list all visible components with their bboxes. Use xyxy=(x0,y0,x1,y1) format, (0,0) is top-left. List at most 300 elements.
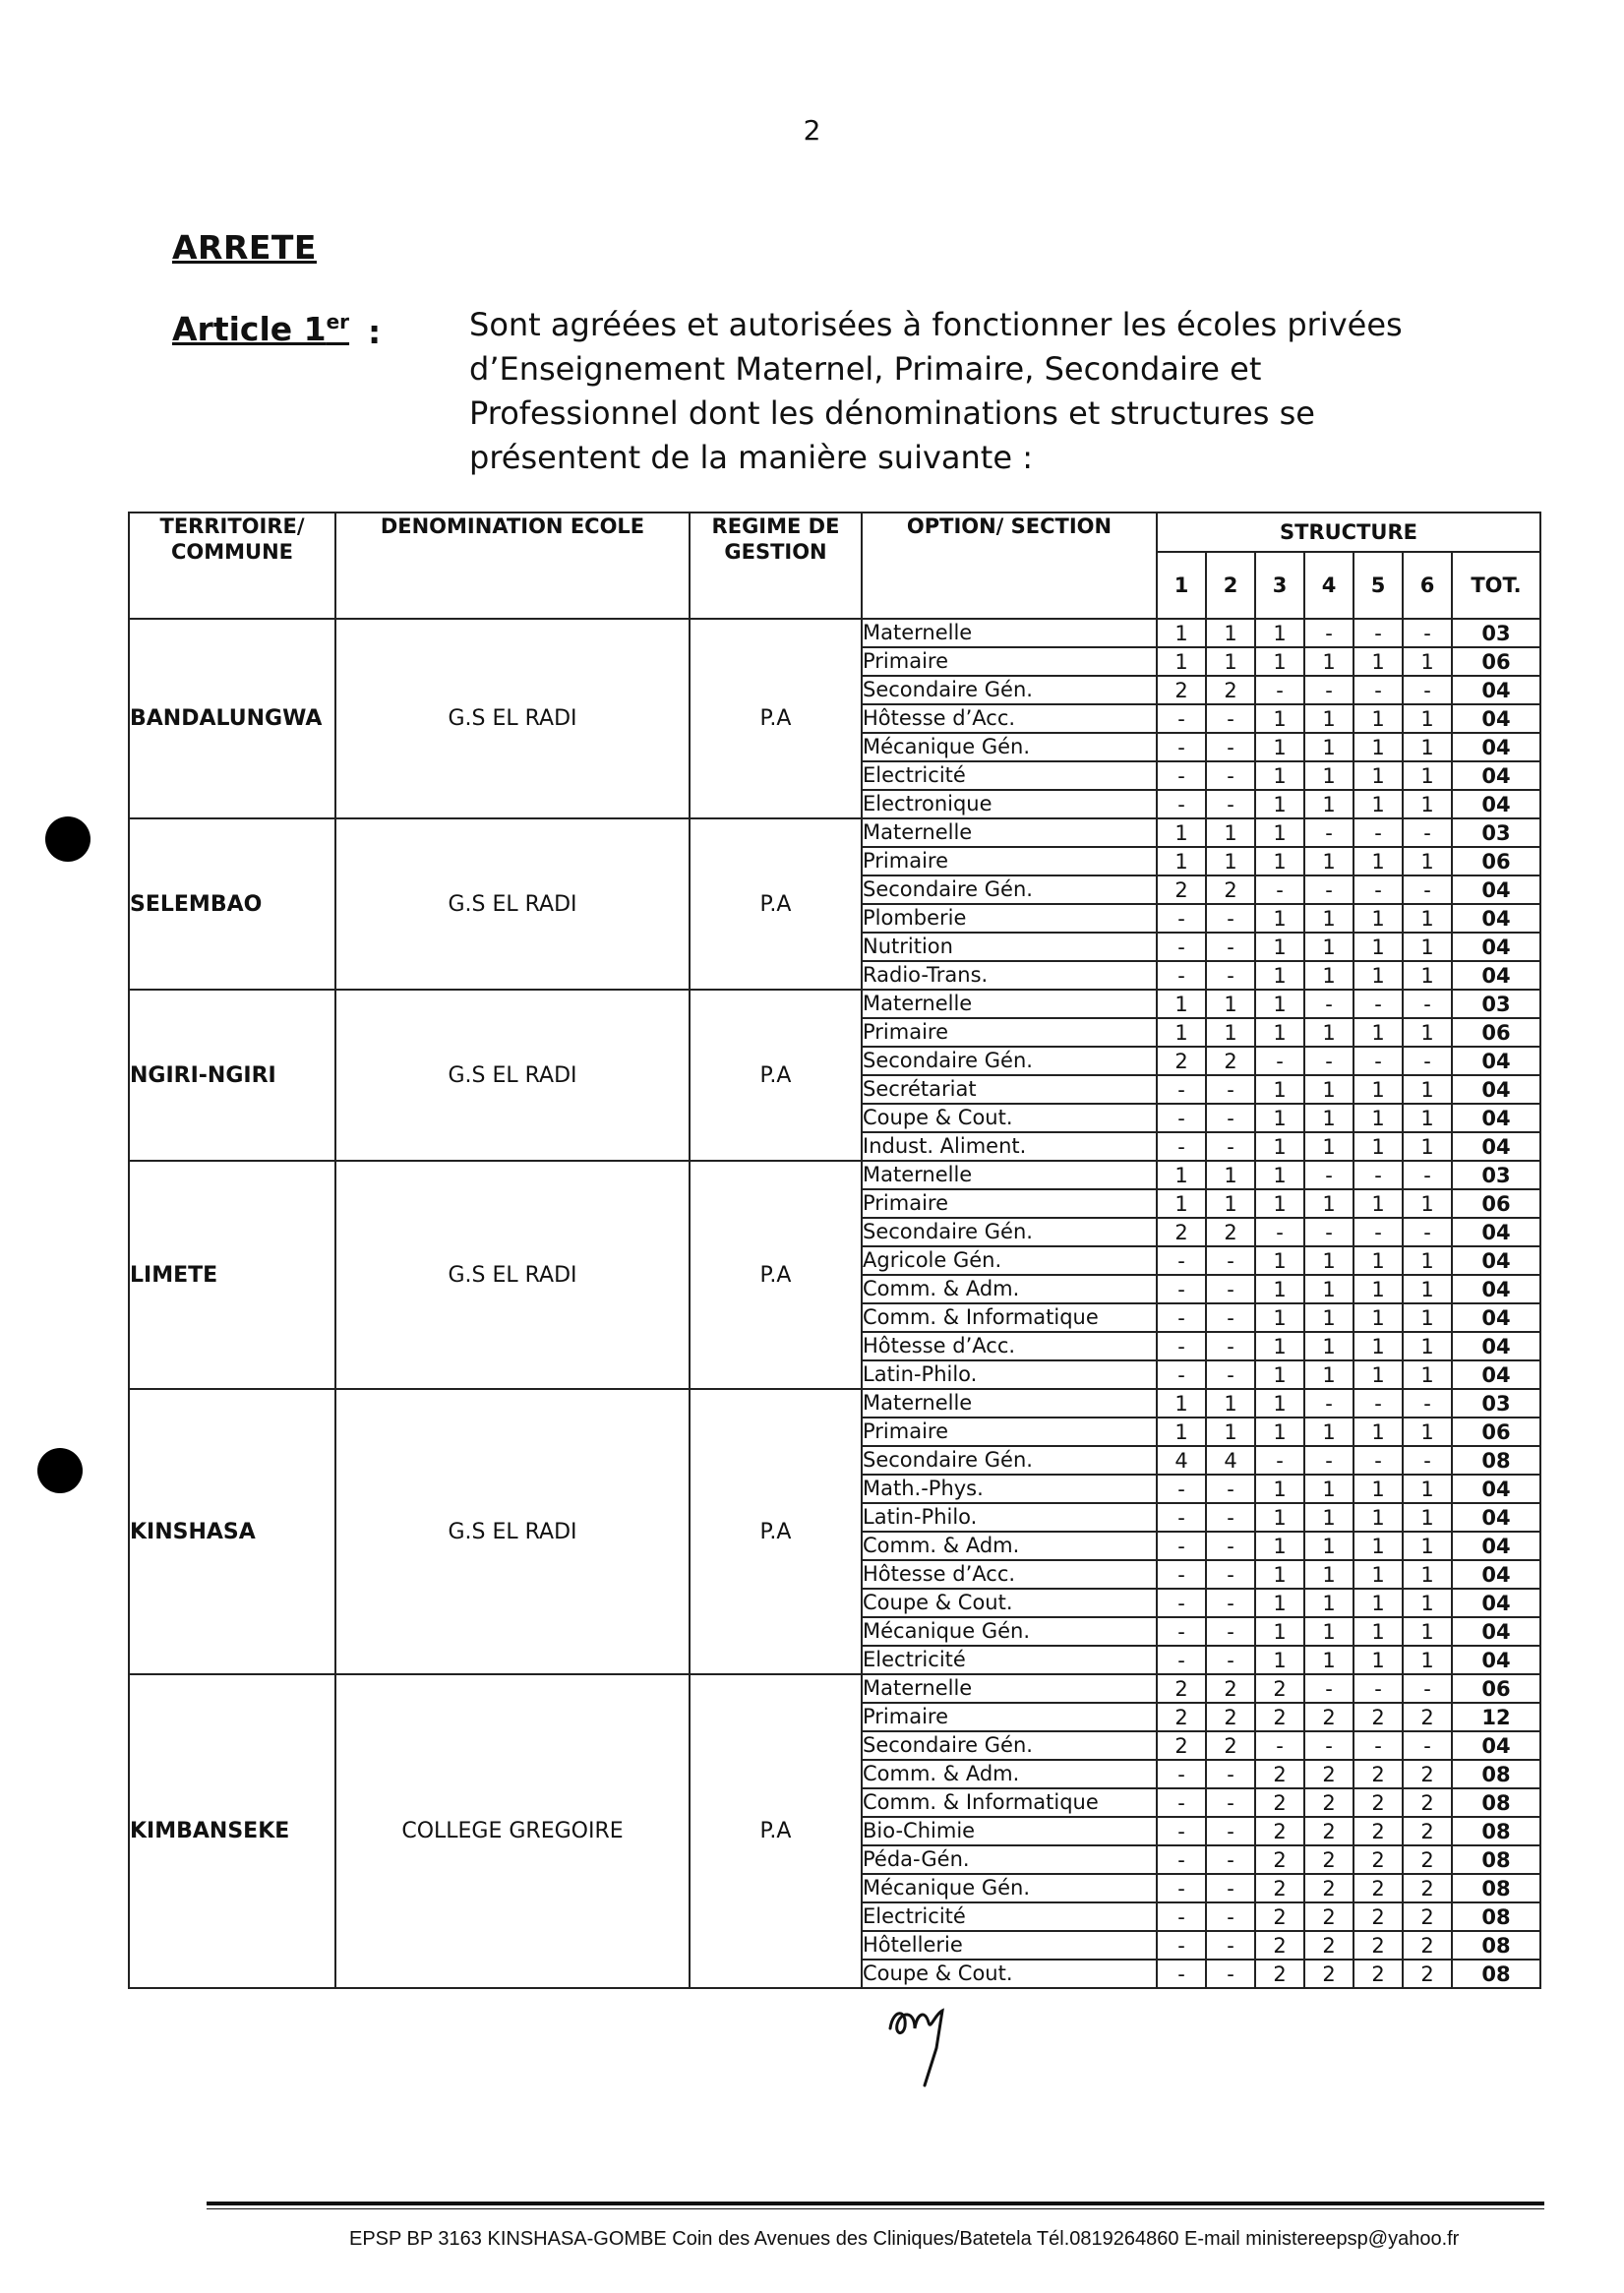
level-1-cell: - xyxy=(1157,1104,1206,1132)
level-3-cell: 2 xyxy=(1255,1931,1304,1960)
level-1-cell: - xyxy=(1157,1075,1206,1104)
level-5-cell: 2 xyxy=(1353,1760,1403,1788)
level-4-cell: 2 xyxy=(1304,1703,1353,1731)
level-5-cell: - xyxy=(1353,676,1403,704)
header-denomination: DENOMINATION ECOLE xyxy=(335,513,690,619)
header-level-3: 3 xyxy=(1255,552,1304,619)
regime-cell: P.A xyxy=(690,990,862,1161)
territoire-cell: LIMETE xyxy=(129,1161,335,1389)
level-3-cell: 1 xyxy=(1255,1589,1304,1617)
option-cell: Secondaire Gén. xyxy=(862,1731,1157,1760)
option-cell: Hôtesse d’Acc. xyxy=(862,704,1157,733)
level-3-cell: 2 xyxy=(1255,1703,1304,1731)
level-4-cell: 1 xyxy=(1304,1275,1353,1303)
level-3-cell: 2 xyxy=(1255,1960,1304,1988)
level-3-cell: 1 xyxy=(1255,619,1304,647)
level-2-cell: 2 xyxy=(1206,1674,1255,1703)
table-row xyxy=(129,619,1540,647)
total-cell: 04 xyxy=(1452,1475,1540,1503)
level-2-cell: 1 xyxy=(1206,990,1255,1018)
level-5-cell: 1 xyxy=(1353,1418,1403,1446)
footer-address: EPSP BP 3163 KINSHASA-GOMBE Coin des Avenues des Cliniques/Batetela Tél.0819264860 E-mail ministereepsp@yahoo.fr xyxy=(349,2228,1460,2250)
total-cell: 12 xyxy=(1452,1703,1540,1731)
option-cell: Bio-Chimie xyxy=(862,1817,1157,1845)
level-2-cell: 1 xyxy=(1206,1189,1255,1218)
option-cell: Mécanique Gén. xyxy=(862,1617,1157,1646)
level-5-cell: 1 xyxy=(1353,1503,1403,1532)
total-cell: 06 xyxy=(1452,847,1540,875)
level-6-cell: - xyxy=(1403,1047,1452,1075)
total-cell: 06 xyxy=(1452,1189,1540,1218)
level-4-cell: 1 xyxy=(1304,1418,1353,1446)
total-cell: 04 xyxy=(1452,1075,1540,1104)
level-6-cell: - xyxy=(1403,818,1452,847)
level-4-cell: 1 xyxy=(1304,1018,1353,1047)
total-cell: 04 xyxy=(1452,1503,1540,1532)
option-cell: Secondaire Gén. xyxy=(862,1446,1157,1475)
level-3-cell: 1 xyxy=(1255,1418,1304,1446)
level-3-cell: 1 xyxy=(1255,1189,1304,1218)
level-6-cell: 1 xyxy=(1403,761,1452,790)
level-6-cell: 1 xyxy=(1403,1104,1452,1132)
option-cell: Primaire xyxy=(862,647,1157,676)
level-1-cell: - xyxy=(1157,933,1206,961)
level-4-cell: - xyxy=(1304,1218,1353,1246)
level-1-cell: - xyxy=(1157,704,1206,733)
level-3-cell: 1 xyxy=(1255,904,1304,933)
level-5-cell: - xyxy=(1353,1731,1403,1760)
header-level-4: 4 xyxy=(1304,552,1353,619)
option-cell: Hôtesse d’Acc. xyxy=(862,1332,1157,1360)
level-5-cell: 2 xyxy=(1353,1874,1403,1902)
article-label xyxy=(172,310,349,348)
level-3-cell: 1 xyxy=(1255,1275,1304,1303)
level-1-cell: 1 xyxy=(1157,1389,1206,1418)
level-4-cell: - xyxy=(1304,1161,1353,1189)
level-5-cell: - xyxy=(1353,1674,1403,1703)
option-cell: Comm. & Adm. xyxy=(862,1275,1157,1303)
territoire-cell: KIMBANSEKE xyxy=(129,1674,335,1988)
level-3-cell: 2 xyxy=(1255,1817,1304,1845)
level-1-cell: - xyxy=(1157,1275,1206,1303)
level-1-cell: - xyxy=(1157,1332,1206,1360)
structure-table-body xyxy=(129,619,1540,1988)
level-5-cell: 2 xyxy=(1353,1703,1403,1731)
option-cell: Electricité xyxy=(862,1902,1157,1931)
total-cell: 04 xyxy=(1452,1360,1540,1389)
level-5-cell: - xyxy=(1353,1218,1403,1246)
level-6-cell: 1 xyxy=(1403,1075,1452,1104)
level-3-cell: 1 xyxy=(1255,704,1304,733)
level-4-cell: 1 xyxy=(1304,1646,1353,1674)
level-4-cell: 2 xyxy=(1304,1874,1353,1902)
level-1-cell: - xyxy=(1157,1589,1206,1617)
option-cell: Primaire xyxy=(862,1418,1157,1446)
level-6-cell: - xyxy=(1403,1674,1452,1703)
level-2-cell: 1 xyxy=(1206,1418,1255,1446)
level-1-cell: - xyxy=(1157,1788,1206,1817)
table-row xyxy=(129,1389,1540,1418)
option-cell: Secondaire Gén. xyxy=(862,1047,1157,1075)
level-5-cell: 1 xyxy=(1353,1246,1403,1275)
article-text: Sont agréées et autorisées à fonctionner les écoles privées d’Enseignement Maternel, Primaire, Secondaire et Professionnel dont les dénominations et structures se présentent de la manière suivante : xyxy=(469,306,1403,476)
level-4-cell: - xyxy=(1304,1674,1353,1703)
level-2-cell: - xyxy=(1206,1931,1255,1960)
header-territoire: TERRITOIRE/ COMMUNE xyxy=(129,513,335,619)
level-2-cell: - xyxy=(1206,1845,1255,1874)
level-2-cell: - xyxy=(1206,733,1255,761)
table-row xyxy=(129,1161,1540,1189)
level-5-cell: 1 xyxy=(1353,1303,1403,1332)
total-cell: 03 xyxy=(1452,1161,1540,1189)
level-6-cell: 1 xyxy=(1403,1132,1452,1161)
option-cell: Agricole Gén. xyxy=(862,1246,1157,1275)
level-2-cell: - xyxy=(1206,1617,1255,1646)
level-6-cell: 1 xyxy=(1403,1018,1452,1047)
level-3-cell: 1 xyxy=(1255,1360,1304,1389)
total-cell: 04 xyxy=(1452,1218,1540,1246)
level-6-cell: - xyxy=(1403,619,1452,647)
level-4-cell: 1 xyxy=(1304,1503,1353,1532)
level-4-cell: 1 xyxy=(1304,1617,1353,1646)
level-6-cell: 1 xyxy=(1403,704,1452,733)
option-cell: Péda-Gén. xyxy=(862,1845,1157,1874)
level-6-cell: 2 xyxy=(1403,1817,1452,1845)
option-cell: Primaire xyxy=(862,1018,1157,1047)
header-structure: STRUCTURE xyxy=(1157,513,1540,552)
level-6-cell: 1 xyxy=(1403,1275,1452,1303)
level-5-cell: 1 xyxy=(1353,1475,1403,1503)
total-cell: 04 xyxy=(1452,676,1540,704)
total-cell: 04 xyxy=(1452,1104,1540,1132)
level-3-cell: 1 xyxy=(1255,1532,1304,1560)
level-1-cell: 1 xyxy=(1157,1161,1206,1189)
level-5-cell: 1 xyxy=(1353,790,1403,818)
punch-hole-mark xyxy=(37,1448,83,1493)
level-3-cell: - xyxy=(1255,1731,1304,1760)
option-cell: Comm. & Informatique xyxy=(862,1788,1157,1817)
denomination-cell: G.S EL RADI xyxy=(335,990,690,1161)
level-1-cell: - xyxy=(1157,761,1206,790)
option-cell: Maternelle xyxy=(862,1389,1157,1418)
level-3-cell: - xyxy=(1255,875,1304,904)
option-cell: Maternelle xyxy=(862,1674,1157,1703)
header-level-6: 6 xyxy=(1403,552,1452,619)
punch-hole-mark xyxy=(45,816,90,862)
level-4-cell: - xyxy=(1304,619,1353,647)
article-label-text: Article 1 xyxy=(172,310,327,348)
level-3-cell: 1 xyxy=(1255,1075,1304,1104)
option-cell: Latin-Philo. xyxy=(862,1503,1157,1532)
level-1-cell: 1 xyxy=(1157,818,1206,847)
level-6-cell: - xyxy=(1403,1731,1452,1760)
level-2-cell: - xyxy=(1206,1532,1255,1560)
level-1-cell: 2 xyxy=(1157,1703,1206,1731)
level-4-cell: 1 xyxy=(1304,1332,1353,1360)
option-cell: Electronique xyxy=(862,790,1157,818)
level-6-cell: 1 xyxy=(1403,1303,1452,1332)
level-2-cell: - xyxy=(1206,1503,1255,1532)
level-4-cell: 1 xyxy=(1304,647,1353,676)
table-row xyxy=(129,818,1540,847)
regime-cell: P.A xyxy=(690,1674,862,1988)
level-3-cell: 1 xyxy=(1255,1389,1304,1418)
total-cell: 08 xyxy=(1452,1960,1540,1988)
level-3-cell: 2 xyxy=(1255,1788,1304,1817)
option-cell: Primaire xyxy=(862,1189,1157,1218)
header-level-5: 5 xyxy=(1353,552,1403,619)
level-2-cell: - xyxy=(1206,1246,1255,1275)
level-2-cell: - xyxy=(1206,1902,1255,1931)
level-2-cell: - xyxy=(1206,704,1255,733)
level-4-cell: - xyxy=(1304,1047,1353,1075)
level-6-cell: 1 xyxy=(1403,1332,1452,1360)
level-6-cell: 1 xyxy=(1403,1617,1452,1646)
level-2-cell: 1 xyxy=(1206,619,1255,647)
level-5-cell: 1 xyxy=(1353,704,1403,733)
level-3-cell: - xyxy=(1255,1047,1304,1075)
level-6-cell: 1 xyxy=(1403,733,1452,761)
option-cell: Secondaire Gén. xyxy=(862,676,1157,704)
level-5-cell: - xyxy=(1353,990,1403,1018)
level-3-cell: 1 xyxy=(1255,1161,1304,1189)
level-6-cell: 2 xyxy=(1403,1788,1452,1817)
total-cell: 06 xyxy=(1452,1418,1540,1446)
level-4-cell: 1 xyxy=(1304,1132,1353,1161)
level-3-cell: - xyxy=(1255,1218,1304,1246)
level-5-cell: 1 xyxy=(1353,1589,1403,1617)
level-1-cell: 1 xyxy=(1157,1018,1206,1047)
level-2-cell: 2 xyxy=(1206,676,1255,704)
option-cell: Comm. & Adm. xyxy=(862,1760,1157,1788)
footer-rule xyxy=(207,2202,1544,2205)
level-1-cell: - xyxy=(1157,1132,1206,1161)
level-4-cell: - xyxy=(1304,1446,1353,1475)
level-6-cell: - xyxy=(1403,990,1452,1018)
level-2-cell: - xyxy=(1206,1788,1255,1817)
total-cell: 03 xyxy=(1452,990,1540,1018)
level-5-cell: - xyxy=(1353,619,1403,647)
level-6-cell: - xyxy=(1403,1161,1452,1189)
option-cell: Secondaire Gén. xyxy=(862,875,1157,904)
level-1-cell: - xyxy=(1157,1931,1206,1960)
level-1-cell: - xyxy=(1157,1560,1206,1589)
level-3-cell: 2 xyxy=(1255,1845,1304,1874)
total-cell: 04 xyxy=(1452,1617,1540,1646)
structure-table-wrapper xyxy=(128,512,1541,1989)
level-6-cell: 1 xyxy=(1403,1475,1452,1503)
total-cell: 08 xyxy=(1452,1902,1540,1931)
level-5-cell: 1 xyxy=(1353,647,1403,676)
total-cell: 04 xyxy=(1452,1275,1540,1303)
level-6-cell: - xyxy=(1403,875,1452,904)
level-2-cell: - xyxy=(1206,933,1255,961)
level-1-cell: 1 xyxy=(1157,647,1206,676)
level-5-cell: 2 xyxy=(1353,1817,1403,1845)
level-5-cell: 2 xyxy=(1353,1845,1403,1874)
level-2-cell: 1 xyxy=(1206,818,1255,847)
total-cell: 06 xyxy=(1452,1018,1540,1047)
level-5-cell: - xyxy=(1353,1047,1403,1075)
level-4-cell: - xyxy=(1304,1389,1353,1418)
level-1-cell: 1 xyxy=(1157,1418,1206,1446)
level-1-cell: - xyxy=(1157,1817,1206,1845)
level-3-cell: 1 xyxy=(1255,647,1304,676)
level-3-cell: 1 xyxy=(1255,1132,1304,1161)
total-cell: 08 xyxy=(1452,1845,1540,1874)
level-2-cell: - xyxy=(1206,1646,1255,1674)
option-cell: Latin-Philo. xyxy=(862,1360,1157,1389)
level-5-cell: 1 xyxy=(1353,1132,1403,1161)
level-6-cell: 2 xyxy=(1403,1902,1452,1931)
level-4-cell: - xyxy=(1304,1731,1353,1760)
level-1-cell: - xyxy=(1157,1760,1206,1788)
level-1-cell: 1 xyxy=(1157,847,1206,875)
option-cell: Maternelle xyxy=(862,990,1157,1018)
level-6-cell: 1 xyxy=(1403,1246,1452,1275)
total-cell: 04 xyxy=(1452,1246,1540,1275)
level-6-cell: 2 xyxy=(1403,1960,1452,1988)
total-cell: 08 xyxy=(1452,1874,1540,1902)
level-2-cell: - xyxy=(1206,904,1255,933)
option-cell: Coupe & Cout. xyxy=(862,1960,1157,1988)
option-cell: Maternelle xyxy=(862,1161,1157,1189)
level-2-cell: 2 xyxy=(1206,1731,1255,1760)
level-6-cell: 1 xyxy=(1403,1418,1452,1446)
level-3-cell: - xyxy=(1255,1446,1304,1475)
level-4-cell: 2 xyxy=(1304,1760,1353,1788)
option-cell: Radio-Trans. xyxy=(862,961,1157,990)
level-5-cell: 1 xyxy=(1353,847,1403,875)
level-5-cell: - xyxy=(1353,875,1403,904)
option-cell: Math.-Phys. xyxy=(862,1475,1157,1503)
level-6-cell: 1 xyxy=(1403,1532,1452,1560)
option-cell: Secrétariat xyxy=(862,1075,1157,1104)
level-6-cell: 1 xyxy=(1403,790,1452,818)
option-cell: Electricité xyxy=(862,1646,1157,1674)
level-3-cell: 1 xyxy=(1255,818,1304,847)
option-cell: Comm. & Adm. xyxy=(862,1532,1157,1560)
level-4-cell: 1 xyxy=(1304,1189,1353,1218)
denomination-cell: G.S EL RADI xyxy=(335,619,690,818)
level-6-cell: - xyxy=(1403,1389,1452,1418)
header-level-2: 2 xyxy=(1206,552,1255,619)
level-3-cell: 1 xyxy=(1255,1018,1304,1047)
level-4-cell: 1 xyxy=(1304,1303,1353,1332)
level-1-cell: 2 xyxy=(1157,676,1206,704)
total-cell: 04 xyxy=(1452,1646,1540,1674)
level-1-cell: 2 xyxy=(1157,1218,1206,1246)
total-cell: 04 xyxy=(1452,1332,1540,1360)
level-5-cell: 1 xyxy=(1353,904,1403,933)
level-6-cell: 1 xyxy=(1403,1503,1452,1532)
level-1-cell: 1 xyxy=(1157,619,1206,647)
denomination-cell: G.S EL RADI xyxy=(335,1389,690,1674)
signature-initials xyxy=(885,1989,954,2087)
level-5-cell: 1 xyxy=(1353,1018,1403,1047)
option-cell: Coupe & Cout. xyxy=(862,1589,1157,1617)
regime-cell: P.A xyxy=(690,1161,862,1389)
level-1-cell: - xyxy=(1157,1532,1206,1560)
option-cell: Indust. Aliment. xyxy=(862,1132,1157,1161)
level-5-cell: 1 xyxy=(1353,1075,1403,1104)
header-option: OPTION/ SECTION xyxy=(862,513,1157,619)
level-5-cell: 1 xyxy=(1353,1104,1403,1132)
level-2-cell: - xyxy=(1206,1475,1255,1503)
level-3-cell: 1 xyxy=(1255,1560,1304,1589)
level-6-cell: 2 xyxy=(1403,1760,1452,1788)
level-4-cell: 1 xyxy=(1304,761,1353,790)
level-2-cell: - xyxy=(1206,761,1255,790)
level-3-cell: 1 xyxy=(1255,1646,1304,1674)
level-6-cell: 1 xyxy=(1403,1646,1452,1674)
level-5-cell: 2 xyxy=(1353,1960,1403,1988)
level-4-cell: 2 xyxy=(1304,1960,1353,1988)
total-cell: 08 xyxy=(1452,1760,1540,1788)
option-cell: Hôtellerie xyxy=(862,1931,1157,1960)
level-6-cell: - xyxy=(1403,1446,1452,1475)
level-3-cell: - xyxy=(1255,676,1304,704)
denomination-cell: G.S EL RADI xyxy=(335,818,690,990)
level-3-cell: 2 xyxy=(1255,1674,1304,1703)
level-2-cell: - xyxy=(1206,1589,1255,1617)
total-cell: 04 xyxy=(1452,704,1540,733)
level-3-cell: 1 xyxy=(1255,1246,1304,1275)
footer-rule-thin xyxy=(207,2208,1544,2209)
option-cell: Primaire xyxy=(862,847,1157,875)
level-4-cell: 2 xyxy=(1304,1902,1353,1931)
level-4-cell: 1 xyxy=(1304,961,1353,990)
level-1-cell: - xyxy=(1157,1303,1206,1332)
total-cell: 04 xyxy=(1452,790,1540,818)
option-cell: Maternelle xyxy=(862,619,1157,647)
level-1-cell: - xyxy=(1157,904,1206,933)
table-row xyxy=(129,990,1540,1018)
level-4-cell: 1 xyxy=(1304,1560,1353,1589)
level-3-cell: 1 xyxy=(1255,790,1304,818)
level-6-cell: 1 xyxy=(1403,1560,1452,1589)
total-cell: 04 xyxy=(1452,1731,1540,1760)
level-4-cell: 2 xyxy=(1304,1931,1353,1960)
option-cell: Nutrition xyxy=(862,933,1157,961)
structure-table xyxy=(128,512,1541,1989)
level-3-cell: 2 xyxy=(1255,1760,1304,1788)
level-2-cell: 1 xyxy=(1206,647,1255,676)
level-6-cell: 2 xyxy=(1403,1845,1452,1874)
level-5-cell: 1 xyxy=(1353,1532,1403,1560)
level-3-cell: 1 xyxy=(1255,1503,1304,1532)
total-cell: 04 xyxy=(1452,875,1540,904)
level-4-cell: 2 xyxy=(1304,1788,1353,1817)
level-4-cell: 1 xyxy=(1304,847,1353,875)
option-cell: Mécanique Gén. xyxy=(862,1874,1157,1902)
level-1-cell: 2 xyxy=(1157,1731,1206,1760)
regime-cell: P.A xyxy=(690,1389,862,1674)
level-2-cell: - xyxy=(1206,1874,1255,1902)
level-3-cell: 1 xyxy=(1255,1475,1304,1503)
level-3-cell: 1 xyxy=(1255,1303,1304,1332)
level-3-cell: 1 xyxy=(1255,933,1304,961)
total-cell: 03 xyxy=(1452,1389,1540,1418)
level-1-cell: - xyxy=(1157,1503,1206,1532)
denomination-cell: COLLEGE GREGOIRE xyxy=(335,1674,690,1988)
level-6-cell: 2 xyxy=(1403,1703,1452,1731)
level-5-cell: - xyxy=(1353,1446,1403,1475)
level-3-cell: 2 xyxy=(1255,1902,1304,1931)
total-cell: 04 xyxy=(1452,961,1540,990)
regime-cell: P.A xyxy=(690,818,862,990)
level-6-cell: 1 xyxy=(1403,904,1452,933)
